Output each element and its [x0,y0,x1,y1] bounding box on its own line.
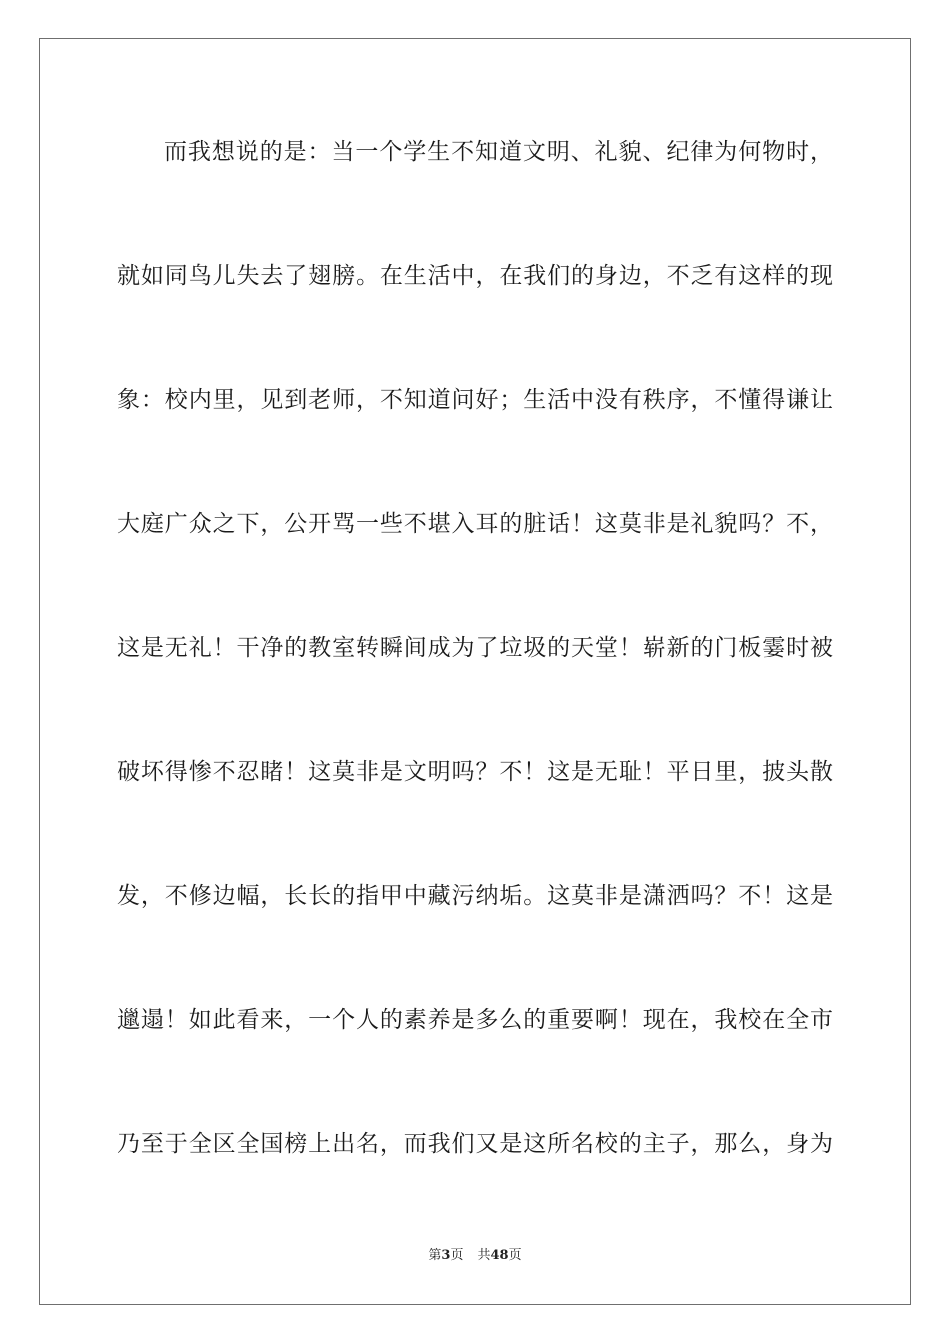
paragraph-line: 乃至于全区全国榜上出名，而我们又是这所名校的主子，那么，身为 [117,1131,833,1157]
page-footer [0,1247,950,1265]
paragraph-line: 发，不修边幅，长长的指甲中藏污纳垢。这莫非是潇洒吗？不！这是 [117,883,833,909]
total-suffix: 页 [508,1248,522,1263]
paragraph-line: 大庭广众之下，公开骂一些不堪入耳的脏话！这莫非是礼貌吗？不， [117,511,833,537]
paragraph-line: 就如同鸟儿失去了翅膀。在生活中，在我们的身边，不乏有这样的现 [117,263,833,289]
paragraph-line: 破坏得惨不忍睹！这莫非是文明吗？不！这是无耻！平日里，披头散 [117,759,833,785]
paragraph-line: 而我想说的是：当一个学生不知道文明、礼貌、纪律为何物时， [164,139,833,165]
total-prefix: 共 [477,1248,491,1263]
paragraph-line: 邋遢！如此看来，一个人的素养是多么的重要啊！现在，我校在全市 [117,1007,833,1033]
paragraph-line: 象：校内里，见到老师，不知道问好；生活中没有秩序，不懂得谦让 [117,387,833,413]
page-prefix: 第 [428,1248,442,1263]
total-pages: 48 [490,1248,509,1263]
page-suffix: 页 [450,1248,464,1263]
page-border [39,38,911,1305]
paragraph-line: 这是无礼！干净的教室转瞬间成为了垃圾的天堂！崭新的门板霎时被 [117,635,833,661]
page-number: 3 [441,1248,451,1263]
